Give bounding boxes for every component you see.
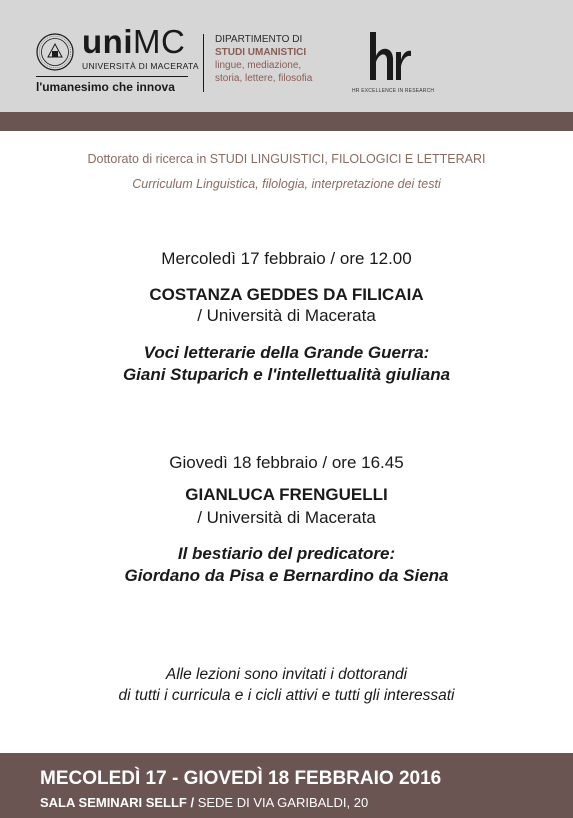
program-title-prefix: Dottorato di ricerca in xyxy=(87,152,210,166)
logo-mc: MC xyxy=(132,23,186,60)
dept-line-3: lingue, mediazione, xyxy=(215,60,302,71)
event-1-speaker: COSTANZA GEDDES DA FILICAIA xyxy=(149,285,424,304)
footer-venue xyxy=(40,795,368,810)
footer-venue-address: SEDE DI VIA GARIBALDI, 20 xyxy=(194,795,369,810)
event-1-talk-line-1: Voci letterarie della Grande Guerra: xyxy=(143,343,430,362)
hr-caption: HR EXCELLENCE IN RESEARCH xyxy=(352,88,435,94)
logo-underline xyxy=(36,76,188,77)
program-title xyxy=(0,152,573,166)
footer-venue-room: SALA SEMINARI SELLF / xyxy=(40,795,195,810)
invitation-note xyxy=(0,664,573,706)
event-1-date: Mercoledì 17 febbraio / ore 12.00 xyxy=(161,249,412,268)
event-1-talk-line-2: Giani Stuparich e l'intellettualità giuliana xyxy=(122,365,451,384)
motto: l'umanesimo che innova xyxy=(36,80,175,94)
event-2-affiliation: / Università di Macerata xyxy=(197,508,376,527)
dept-line-4: storia, lettere, filosofia xyxy=(215,73,313,84)
invitation-line-2: di tutti i curricula e i cicli attivi e tutti gli interessati xyxy=(118,687,455,704)
curriculum: Curriculum Linguistica, filologia, interpretazione dei testi xyxy=(132,177,441,191)
invitation-line-1: Alle lezioni sono invitati i dottorandi xyxy=(165,666,408,683)
dept-line-2: STUDI UMANISTICI xyxy=(215,47,307,58)
event-2-speaker: GIANLUCA FRENGUELLI xyxy=(185,485,388,504)
header-divider xyxy=(203,34,204,92)
university-seal-icon xyxy=(36,33,74,71)
unimc-logo xyxy=(82,24,185,60)
footer-dates: MECOLEDÌ 17 - GIOVEDÌ 18 FEBBRAIO 2016 xyxy=(40,768,442,789)
header-accent-bar xyxy=(0,112,573,131)
logo-uni: uni xyxy=(82,23,133,60)
program-title-emph: STUDI LINGUISTICI, FILOLOGICI E LETTERARI xyxy=(209,152,486,166)
department-block xyxy=(215,33,312,85)
event-1-talk xyxy=(0,342,573,386)
dept-line-1: DIPARTIMENTO DI xyxy=(215,34,303,45)
event-2-talk-line-2: Giordano da Pisa e Bernardino da Siena xyxy=(124,566,449,585)
university-name: UNIVERSITÀ DI MACERATA xyxy=(82,61,199,71)
event-2-date: Giovedì 18 febbraio / ore 16.45 xyxy=(169,453,404,472)
hr-excellence-logo-icon xyxy=(366,30,412,82)
event-1-affiliation: / Università di Macerata xyxy=(197,306,376,325)
event-2-talk-line-1: Il bestiario del predicatore: xyxy=(177,544,396,563)
event-2-talk xyxy=(0,543,573,587)
